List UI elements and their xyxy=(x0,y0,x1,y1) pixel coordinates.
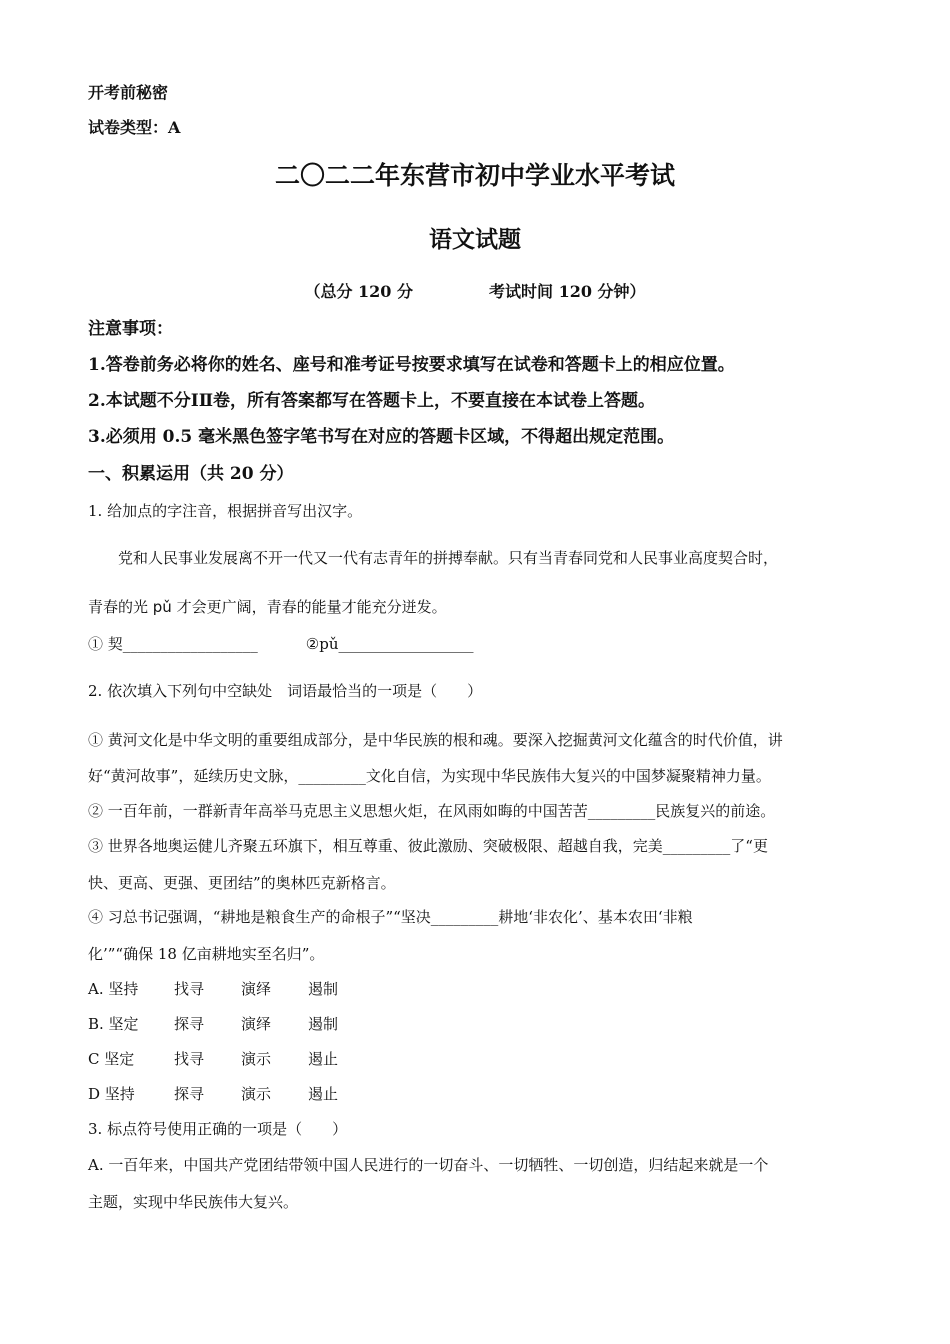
q3-option-a-line-1: A. 一百年来，中国共产党团结带领中国人民进行的一切奋斗、一切牺牲、一切创造，归结起来就是一个 xyxy=(88,1156,769,1174)
section-1-heading: 一、积累运用（共 20 分） xyxy=(88,464,294,484)
q2-sentence-1-line-2: 好“黄河故事”，延续历史文脉，_________文化自信，为实现中华民族伟大复兴的中国梦凝聚精神力量。 xyxy=(88,767,771,785)
q2-sentence-3-line-1: ③ 世界各地奥运健儿齐聚五环旗下，相互尊重、彼此激励、突破极限、超越自我，完美_________了“更 xyxy=(88,837,768,855)
exam-time: 考试时间 120 分钟） xyxy=(489,282,646,301)
q1-blank-1: ① 契__________________ xyxy=(88,635,258,653)
exam-title: 二〇二二年东营市初中学业水平考试 xyxy=(274,161,675,190)
notice-item-2: 2.本试题不分ⅠⅡ卷，所有答案都写在答题卡上，不要直接在本试卷上答题。 xyxy=(88,391,656,411)
q1-blank-2: ②pǔ__________________ xyxy=(305,635,474,653)
confidential-label: 开考前秘密 xyxy=(88,83,169,102)
notice-heading: 注意事项： xyxy=(88,319,173,339)
q2-stem: 2. 依次填入下列句中空缺处 词语最恰当的一项是（ ） xyxy=(88,682,483,700)
q1-stem: 1. 给加点的字注音，根据拼音写出汉字。 xyxy=(88,502,363,520)
q2-option-a: A. 坚持 找寻 演绎 遏制 xyxy=(88,980,339,998)
notice-item-1: 1.答卷前务必将你的姓名、座号和准考证号按要求填写在试卷和答题卡上的相应位置。 xyxy=(88,355,735,375)
q2-sentence-2: ② 一百年前，一群新青年高举马克思主义思想火炬，在风雨如晦的中国苦苦_________民族复兴的前途。 xyxy=(88,802,776,820)
q2-sentence-1-line-1: ① 黄河文化是中华文明的重要组成部分，是中华民族的根和魂。要深入挖掘黄河文化蕴含的时代价值，讲 xyxy=(88,731,783,749)
q2-sentence-4-line-1: ④ 习总书记强调，“耕地是粮食生产的命根子”“坚决_________耕地‘非农化’、基本农田‘非粮 xyxy=(88,908,693,926)
q1-passage-line-1: 党和人民事业发展离不开一代又一代有志青年的拼搏奉献。只有当青春同党和人民事业高度契合时， xyxy=(118,549,779,567)
q2-option-d: D 坚持 探寻 演示 遏止 xyxy=(88,1085,339,1103)
total-score: （总分 120 分 xyxy=(304,282,413,301)
notice-item-3: 3.必须用 0.5 毫米黑色签字笔书写在对应的答题卡区域，不得超出规定范围。 xyxy=(88,427,675,447)
q1-blanks xyxy=(88,634,474,654)
q3-stem: 3. 标点符号使用正确的一项是（ ） xyxy=(88,1120,348,1138)
q2-option-b: B. 坚定 探寻 演绎 遏制 xyxy=(88,1015,339,1033)
exam-meta xyxy=(0,282,950,302)
q3-option-a-line-2: 主题，实现中华民族伟大复兴。 xyxy=(88,1193,299,1211)
q2-option-c: C 坚定 找寻 演示 遏止 xyxy=(88,1050,339,1068)
q2-sentence-4-line-2: 化’”“确保 18 亿亩耕地实至名归”。 xyxy=(88,945,325,963)
q1-passage-line-2: 青春的光 pǔ 才会更广阔，青春的能量才能充分迸发。 xyxy=(88,598,447,616)
paper-type-label: 试卷类型：A xyxy=(88,118,181,137)
subject-title: 语文试题 xyxy=(429,226,521,253)
q2-sentence-3-line-2: 快、更高、更强、更团结”的奥林匹克新格言。 xyxy=(88,874,396,892)
